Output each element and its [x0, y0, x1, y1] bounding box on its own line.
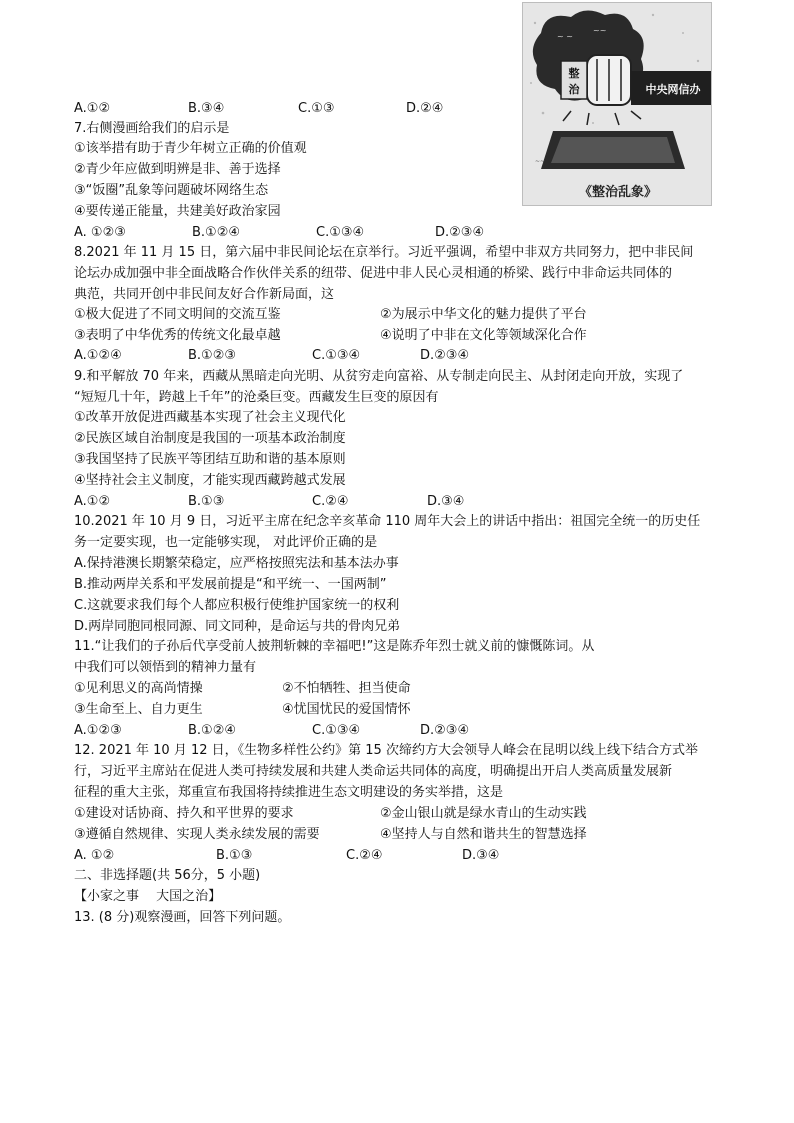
- q12-option-c[interactable]: C.②④: [346, 848, 383, 863]
- q9-option-c[interactable]: C.②④: [312, 494, 349, 509]
- section-subtitle: 【小家之事 大国之治】: [74, 889, 222, 904]
- q8-item: ④说明了中非在文化等领域深化合作: [380, 328, 587, 343]
- q7-option-d[interactable]: D.②③④: [435, 225, 485, 240]
- q8-item: ③表明了中华优秀的传统文化最卓越: [74, 328, 281, 343]
- q8-item: ①极大促进了不同文明间的交流互鉴: [74, 307, 281, 322]
- q9-item: ①改革开放促进西藏基本实现了社会主义现代化: [74, 410, 346, 425]
- q11-option-b[interactable]: B.①②④: [188, 723, 237, 738]
- q8-stem-line: 论坛办成加强中非全面战略合作伙伴关系的纽带、促进中非人民心灵相通的桥梁、践行中非命运共同体的: [74, 266, 673, 281]
- q9-option-b[interactable]: B.①③: [188, 494, 225, 509]
- cloud-scribble: ~ ~: [557, 32, 573, 41]
- cartoon-drawing: [523, 3, 712, 206]
- q8-option-a[interactable]: A.①②④: [74, 348, 122, 363]
- q9-item: ②民族区域自治制度是我国的一项基本政治制度: [74, 431, 346, 446]
- q11-stem-line: 中我们可以领悟到的精神力量有: [74, 660, 257, 675]
- fist-label-top: 整: [568, 67, 580, 80]
- q12-option-a[interactable]: A. ①②: [74, 848, 115, 863]
- q11-option-a[interactable]: A.①②③: [74, 723, 122, 738]
- q9-item: ③我国坚持了民族平等团结互助和谐的基本原则: [74, 452, 346, 467]
- sleeve-label: 中央网信办: [645, 83, 701, 96]
- q12-stem-line: 征程的重大主张，郑重宣布我国将持续推进生态文明建设的务实举措，这是: [74, 785, 504, 800]
- q11-option-c[interactable]: C.①③④: [312, 723, 361, 738]
- q10-stem-line: 10.2021 年 10 月 9 日，习近平主席在纪念辛亥革命 110 周年大会上的讲话中指出：祖国完全统一的历史任: [74, 514, 701, 529]
- q7-option-c[interactable]: C.①③④: [316, 225, 365, 240]
- q6-option-a[interactable]: A.①②: [74, 101, 111, 116]
- q10-choice-a[interactable]: A.保持港澳长期繁荣稳定，应严格按照宪法和基本法办事: [74, 556, 399, 571]
- q8-option-d[interactable]: D.②③④: [420, 348, 470, 363]
- q11-item: ②不怕牺牲、担当使命: [282, 681, 411, 696]
- cloud-scribble: ~~: [593, 26, 607, 35]
- q9-item: ④坚持社会主义制度，才能实现西藏跨越式发展: [74, 473, 346, 488]
- q11-item: ③生命至上、自力更生: [74, 702, 203, 717]
- q12-option-b[interactable]: B.①③: [216, 848, 253, 863]
- q7-item: ③“饭圈”乱象等问题破坏网络生态: [74, 183, 269, 198]
- q10-stem-line: 务一定要实现，也一定能够实现， 对此评价正确的是: [74, 535, 378, 550]
- q9-stem-line: 9.和平解放 70 年来，西藏从黑暗走向光明、从贫穷走向富裕、从专制走向民主、从封闭走向开放，实现了: [74, 369, 684, 384]
- q7-stem: 7.右侧漫画给我们的启示是: [74, 121, 230, 136]
- fist-label-bottom: 治: [568, 83, 580, 96]
- section-title: 二、非选择题(共 56分，5 小题): [74, 868, 261, 883]
- q7-option-b[interactable]: B.①②④: [192, 225, 241, 240]
- q9-option-d[interactable]: D.③④: [427, 494, 465, 509]
- q12-item: ②金山银山就是绿水青山的生动实践: [380, 806, 587, 821]
- q12-item: ④坚持人与自然和谐共生的智慧选择: [380, 827, 587, 842]
- q7-item: ④要传递正能量，共建美好政治家园: [74, 204, 281, 219]
- q8-stem-line: 8.2021 年 11 月 15 日，第六届中非民间论坛在京举行。习近平强调，希望中非双方共同努力，把中非民间: [74, 245, 694, 260]
- q12-stem-line: 行，习近平主席站在促进人类可持续发展和共建人类命运共同体的高度，明确提出开启人类高质量发展新: [74, 764, 673, 779]
- q7-option-a[interactable]: A. ①②③: [74, 225, 126, 240]
- q11-item: ①见利思义的高尚情操: [74, 681, 203, 696]
- q6-option-d[interactable]: D.②④: [406, 101, 444, 116]
- q6-option-b[interactable]: B.③④: [188, 101, 225, 116]
- svg-text:~~: ~~: [535, 158, 546, 165]
- q10-choice-c[interactable]: C.这就要求我们每个人都应积极行使维护国家统一的权利: [74, 598, 400, 613]
- q9-stem-line: “短短几十年，跨越上千年”的沧桑巨变。西藏发生巨变的原因有: [74, 390, 439, 405]
- q12-item: ①建设对话协商、持久和平世界的要求: [74, 806, 294, 821]
- q7-item: ①该举措有助于青少年树立正确的价值观: [74, 141, 307, 156]
- q11-item: ④忧国忧民的爱国情怀: [282, 702, 411, 717]
- q12-option-d[interactable]: D.③④: [462, 848, 500, 863]
- q6-option-c[interactable]: C.①③: [298, 101, 335, 116]
- cartoon-illustration: [522, 2, 712, 206]
- q11-stem-line: 11.“让我们的子孙后代享受前人披荆斩棘的幸福吧!”这是陈乔年烈士就义前的慷慨陈词。从: [74, 639, 595, 654]
- q13-stem: 13. (8 分)观察漫画，回答下列问题。: [74, 910, 291, 925]
- q10-choice-b[interactable]: B.推动两岸关系和平发展前提是“和平统一、一国两制”: [74, 577, 387, 592]
- q9-option-a[interactable]: A.①②: [74, 494, 111, 509]
- q8-item: ②为展示中华文化的魅力提供了平台: [380, 307, 587, 322]
- q7-item: ②青少年应做到明辨是非、善于选择: [74, 162, 281, 177]
- q8-stem-line: 典范，共同开创中非民间友好合作新局面，这: [74, 287, 335, 302]
- q10-choice-d[interactable]: D.两岸同胞同根同源、同文同种，是命运与共的骨肉兄弟: [74, 619, 401, 634]
- q11-option-d[interactable]: D.②③④: [420, 723, 470, 738]
- q12-item: ③遵循自然规律、实现人类永续发展的需要: [74, 827, 320, 842]
- cartoon-caption: 《整治乱象》: [578, 185, 657, 200]
- q8-option-c[interactable]: C.①③④: [312, 348, 361, 363]
- q12-stem-line: 12. 2021 年 10 月 12 日，《生物多样性公约》第 15 次缔约方大会领导人峰会在昆明以线上线下结合方式举: [74, 743, 698, 758]
- q8-option-b[interactable]: B.①②③: [188, 348, 237, 363]
